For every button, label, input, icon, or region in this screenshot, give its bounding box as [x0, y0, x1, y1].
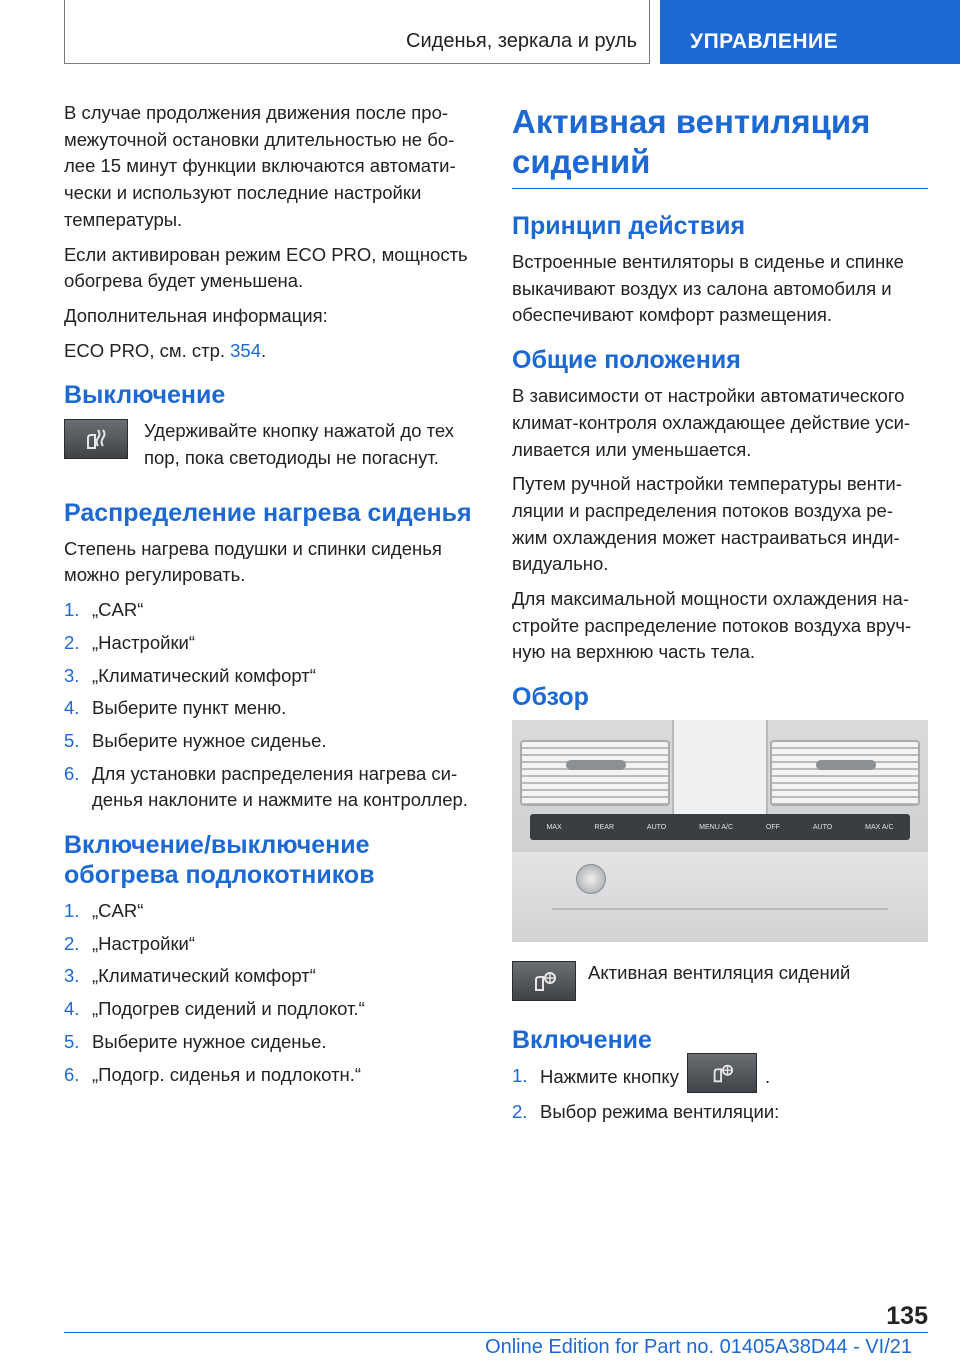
- panel-button-label: MAX A/C: [865, 823, 894, 831]
- step-number: 6.: [64, 762, 80, 784]
- general-heading: Общие положения: [512, 346, 741, 375]
- seat-ventilation-icon: [687, 1053, 757, 1093]
- list-item: [64, 996, 482, 1023]
- step-number: 2.: [64, 631, 80, 653]
- step-number: 5.: [64, 729, 80, 751]
- center-console: [512, 852, 928, 942]
- footer-divider: [64, 1332, 928, 1333]
- list-item: [64, 695, 482, 722]
- general-paragraph-1: В зависимости от настройки автоматического климат-контроля охлаждающее действие уси-ливается или уменьшается.: [512, 385, 911, 460]
- header-chapter-title: УПРАВЛЕНИЕ: [690, 30, 839, 53]
- armrest-heading: Включение/выключение обогрева подлокотников: [64, 831, 375, 890]
- distribution-steps: [64, 597, 482, 814]
- footer-edition: Online Edition for Part no. 01405A38D44 - VI/21: [485, 1336, 912, 1358]
- panel-button-label: REAR: [594, 823, 614, 831]
- list-item: [64, 728, 482, 755]
- eco-ref-page-link[interactable]: 354: [230, 339, 262, 361]
- distribution-text: Степень нагрева подушки и спинки сиденья можно регулировать.: [64, 537, 442, 586]
- step-text: Выберите нужное сиденье.: [92, 1030, 327, 1052]
- climate-control-panel: [530, 814, 910, 840]
- overview-caption: [512, 960, 928, 1001]
- step-text: „Климатический комфорт“: [92, 664, 316, 686]
- list-item: [64, 1062, 482, 1089]
- step-number: 4.: [64, 998, 80, 1020]
- principle-heading: Принцип действия: [512, 212, 746, 240]
- step-number: 3.: [64, 664, 80, 686]
- step-number: 6.: [64, 1063, 80, 1085]
- off-text: Удерживайте кнопку нажатой до тех пор, пока светодиоды не погаснут.: [144, 420, 455, 469]
- intro-paragraph-3: Дополнительная информация:: [64, 304, 328, 326]
- step-text: „Подогр. сиденья и подлокотн.“: [92, 1063, 362, 1085]
- step-text: „CAR“: [92, 900, 144, 922]
- step-number: 2.: [64, 932, 80, 954]
- step-text: „CAR“: [92, 599, 144, 621]
- list-item: [64, 898, 482, 925]
- header-chapter-tab: [660, 0, 960, 64]
- step-text: „Подогрев сидений и подлокот.“: [92, 998, 365, 1020]
- vent-knob: [566, 760, 626, 770]
- general-paragraph-3: Для максимальной мощности охлаждения на-стройте распределение потоков воздуха вруч-ную на верхнюю часть тела.: [512, 588, 912, 663]
- general-paragraph-2: Путем ручной настройки температуры венти-ляции и распределения потоков воздуха ре-жим охлаждения может настраиваться инди-видуально.: [512, 473, 902, 575]
- on-heading: Включение: [512, 1026, 652, 1055]
- armrest-steps: [64, 898, 482, 1088]
- step-text: Выбор режима вентиляции:: [540, 1101, 780, 1123]
- vent-knob: [816, 760, 876, 770]
- on-steps: [512, 1063, 928, 1126]
- right-air-vent: [770, 740, 920, 806]
- step-text: [540, 1063, 928, 1093]
- step-number: 5.: [64, 1030, 80, 1052]
- step-number: 3.: [64, 965, 80, 987]
- step-number: 4.: [64, 697, 80, 719]
- step-text-after: .: [764, 1066, 771, 1088]
- console-trim: [552, 908, 888, 910]
- left-column: [64, 100, 482, 1094]
- step-number: 1.: [64, 900, 80, 922]
- panel-button-label: AUTO: [812, 823, 833, 831]
- eco-pro-reference: [64, 338, 482, 365]
- list-item: [64, 663, 482, 690]
- list-item: [512, 1063, 928, 1093]
- list-item: [64, 761, 482, 814]
- step-text: „Климатический комфорт“: [92, 965, 316, 987]
- panel-button-label: OFF: [765, 823, 780, 831]
- eco-ref-end: .: [261, 339, 267, 361]
- overview-heading: Обзор: [512, 683, 589, 712]
- header-section-box: [64, 0, 650, 64]
- volume-dial: [576, 864, 606, 894]
- step-text: Выберите нужное сиденье.: [92, 729, 327, 751]
- climate-panel-photo: [512, 720, 928, 942]
- off-heading: Выключение: [64, 381, 226, 410]
- intro-paragraph-2: Если активирован режим ECO PRO, мощность обогрева будет уменьшена.: [64, 243, 468, 292]
- step-text: „Настройки“: [92, 631, 196, 653]
- right-column: [512, 100, 928, 1132]
- section-title: Активная вентиляция сидений: [512, 102, 928, 189]
- header-section-title: Сиденья, зеркала и руль: [406, 30, 637, 52]
- off-instruction: [64, 418, 482, 471]
- intro-paragraph-1: В случае продолжения движения после про-межуточной остановки длительностью не бо-лее 15 минут функции включаются автомати-чески и используют последние настройки температуры.: [64, 102, 456, 230]
- step-text-before: Нажмите кнопку: [540, 1066, 679, 1088]
- list-item: [512, 1099, 928, 1126]
- step-number: 2.: [512, 1101, 528, 1123]
- eco-ref-text: ECO PRO, см. стр.: [64, 339, 231, 361]
- overview-caption-text: Активная вентиляция сидений: [588, 962, 851, 984]
- seat-ventilation-icon: [512, 961, 576, 1001]
- panel-button-label: AUTO: [646, 823, 667, 831]
- list-item: [64, 931, 482, 958]
- principle-text: Встроенные вентиляторы в сиденье и спинке выкачивают воздух из салона автомобиля и обеспечивают комфорт размещения.: [512, 251, 904, 326]
- list-item: [64, 963, 482, 990]
- list-item: [64, 1029, 482, 1056]
- seat-heating-icon: [64, 419, 128, 459]
- distribution-heading: Распределение нагрева сиденья: [64, 498, 472, 527]
- step-text: Выберите пункт меню.: [92, 697, 287, 719]
- step-number: 1.: [512, 1065, 528, 1087]
- page-number: 135: [886, 1302, 928, 1330]
- display-mount: [672, 720, 768, 818]
- list-item: [64, 630, 482, 657]
- step-number: 1.: [64, 599, 80, 621]
- step-text: Для установки распределения нагрева си-денья наклоните и нажмите на контроллер.: [92, 762, 468, 811]
- panel-button-label: MENU A/C: [699, 823, 734, 831]
- step-text: „Настройки“: [92, 932, 196, 954]
- panel-button-label: MAX: [546, 823, 562, 831]
- left-air-vent: [520, 740, 670, 806]
- list-item: [64, 597, 482, 624]
